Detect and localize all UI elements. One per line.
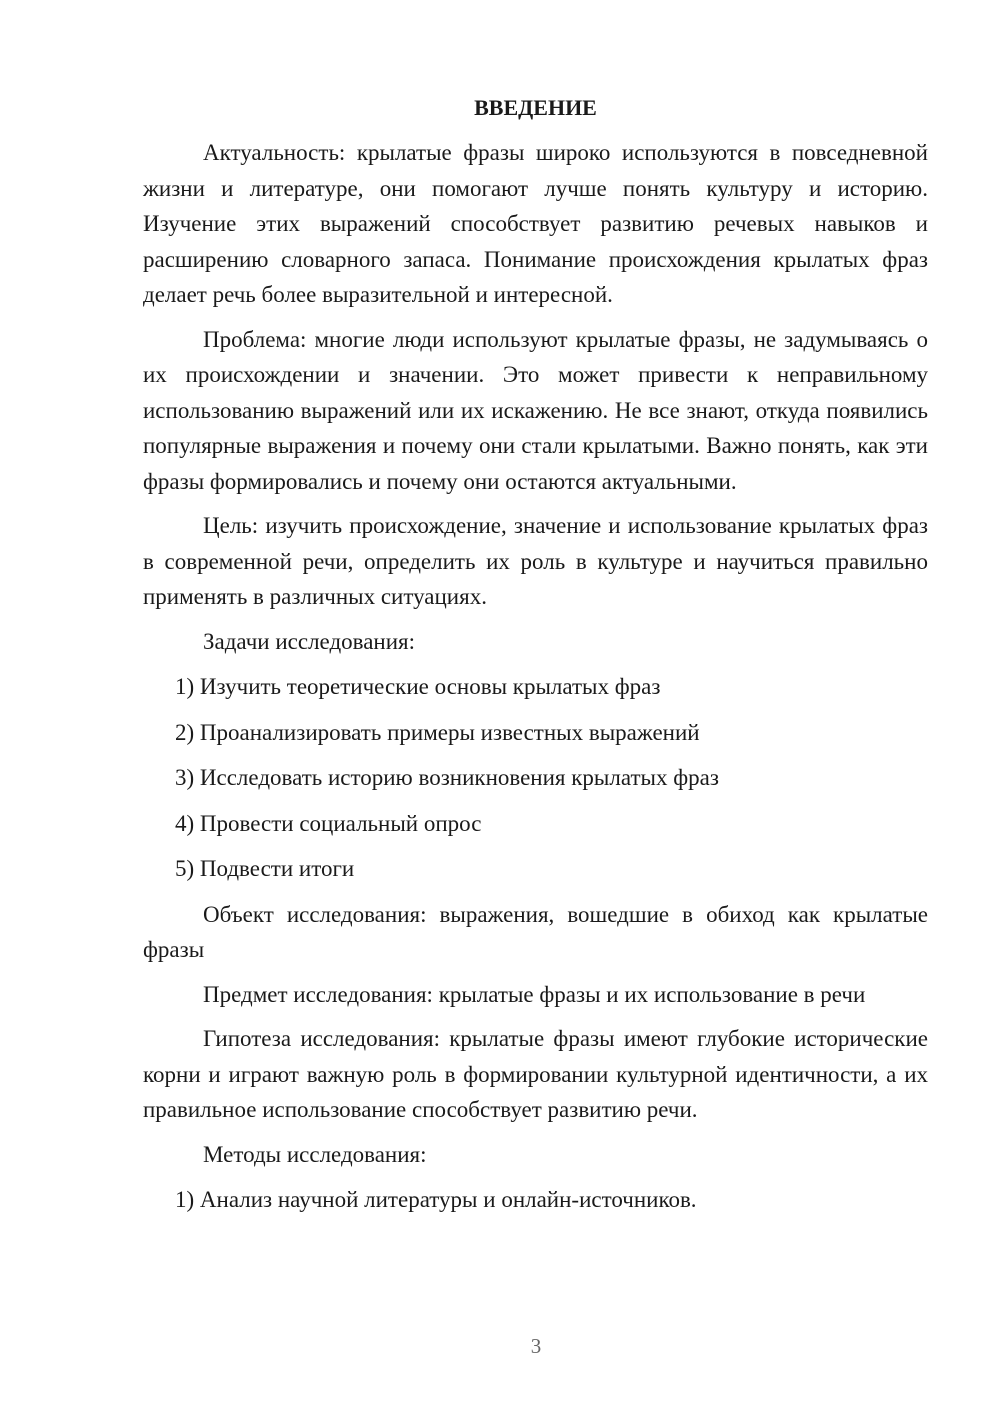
task-item: 3) Исследовать историю возникновения крылатых фраз: [175, 765, 719, 790]
section-heading: ВВЕДЕНИЕ: [474, 95, 597, 120]
page-content: [143, 93, 928, 1228]
page-number: 3: [530, 1334, 542, 1358]
task-item: 2) Проанализировать примеры известных выражений: [175, 719, 700, 745]
methods-label: Методы исследования:: [203, 1141, 427, 1167]
task-item: 4) Провести социальный опрос: [175, 810, 482, 836]
task-item: 5) Подвести итоги: [175, 856, 355, 881]
hypothesis-paragraph: Гипотеза исследования: крылатые фразы имеют глубокие исторические корни и играют важную роль в формировании культурной идентичности, а их правильное использование способствует развитию речи.: [143, 1026, 928, 1122]
object-paragraph: Объект исследования: выражения, вошедшие в обиход как крылатые фразы: [143, 901, 928, 962]
relevance-paragraph: Актуальность: крылатые фразы широко используются в повседневной жизни и литературе, они помогают лучше понять культуру и историю. Изучение этих выражений способствует развитию речевых навыков и расширению словарного запаса. Понимание происхождения крылатых фраз делает речь более выразительной и интересной.: [143, 140, 928, 307]
problem-paragraph: Проблема: многие люди используют крылатые фразы, не задумываясь о их происхождении и значении. Это может привести к неправильному использованию выражений или их искажению. Не все знают, откуда появились популярные выражения и почему они стали крылатыми. Важно понять, как эти фразы формировались и почему они остаются актуальными.: [143, 326, 928, 494]
tasks-list: [143, 669, 928, 887]
task-item: 1) Изучить теоретические основы крылатых фраз: [175, 674, 661, 699]
tasks-label: Задачи исследования:: [203, 628, 416, 654]
goal-paragraph: Цель: изучить происхождение, значение и использование крылатых фраз в современной речи, определить их роль в культуре и научиться правильно применять в различных ситуациях.: [143, 513, 928, 609]
subject-paragraph: Предмет исследования: крылатые фразы и их использование в речи: [203, 981, 866, 1007]
methods-list: [143, 1182, 928, 1218]
method-item: 1) Анализ научной литературы и онлайн-источников.: [175, 1187, 697, 1212]
